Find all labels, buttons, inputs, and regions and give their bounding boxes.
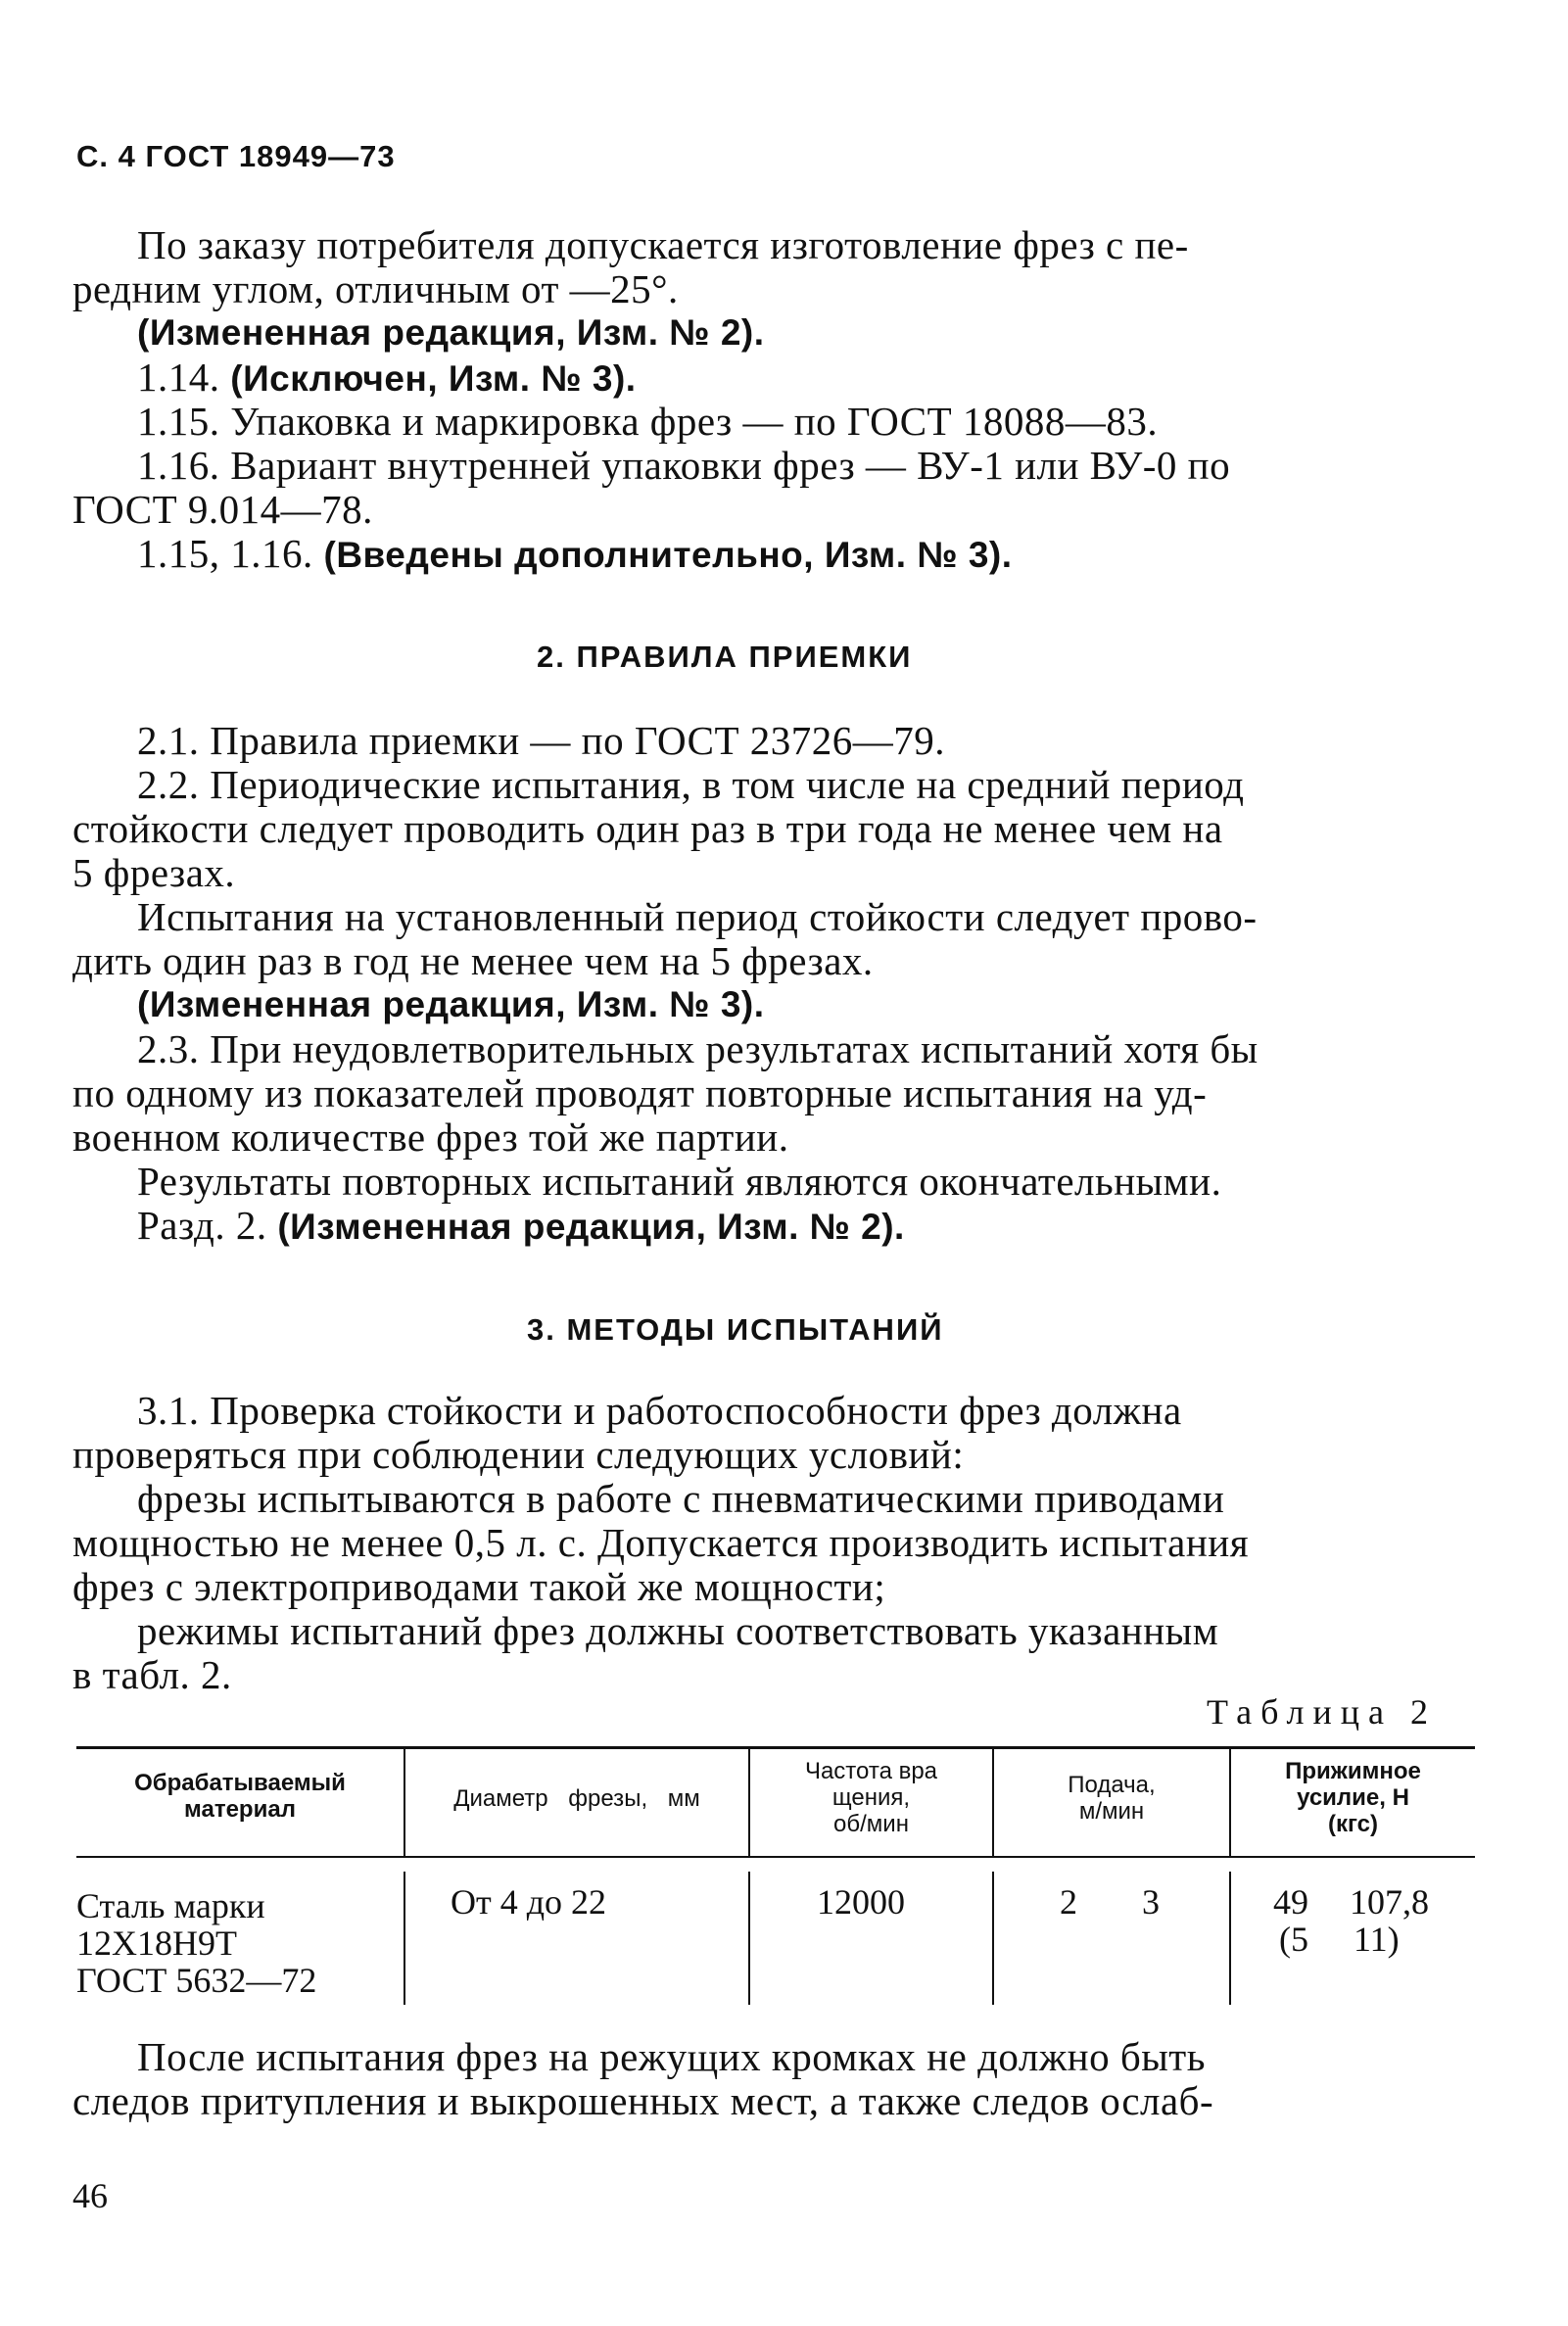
paragraph-line: мощностью не менее 0,5 л. с. Допускается производить испытания (72, 1520, 1250, 1565)
table-caption: Таблица 2 (1207, 1692, 1437, 1732)
paragraph-line: фрез с электроприводами такой же мощности; (72, 1564, 886, 1609)
amendment-note: (Измененная редакция, Изм. № 2). (137, 312, 765, 353)
paragraph-line: по одному из показателей проводят повторные испытания на уд- (72, 1070, 1208, 1116)
paragraph-line: проверяться при соблюдении следующих условий: (72, 1432, 965, 1477)
clause-1-16: 1.16. Вариант внутренней упаковки фрез — ВУ-1 или ВУ-0 по (137, 443, 1231, 488)
amendment-text: (Измененная редакция, Изм. № 2). (277, 1207, 905, 1247)
amendment-text: (Введены дополнительно, Изм. № 3). (323, 535, 1013, 575)
paragraph-line (137, 221, 1469, 268)
amendment-note: (Измененная редакция, Изм. № 3). (137, 984, 765, 1024)
clause-numbers: 1.15, 1.16. (137, 531, 313, 576)
section-ref: Разд. 2. (137, 1203, 267, 1248)
paragraph-line: 5 фрезах. (72, 850, 236, 895)
clause-2-3: 2.3. При неудовлетворительных результатах испытаний хотя бы (137, 1026, 1259, 1071)
paragraph-line: редним углом, отличным от —25°. (72, 266, 679, 311)
running-header: С. 4 ГОСТ 18949—73 (76, 139, 396, 173)
paragraph-line: Результаты повторных испытаний являются окончательными. (137, 1159, 1222, 1204)
paragraph-line: фрезы испытываются в работе с пневматическими приводами (137, 1476, 1225, 1521)
amendment-note (137, 530, 1013, 579)
clause-1-14 (137, 354, 637, 403)
paragraph-line: После испытания фрез на режущих кромках не должно быть (137, 2034, 1206, 2079)
table-cell-diameter: От 4 до 22 (451, 1882, 607, 1922)
paragraph-line: дить один раз в год не менее чем на 5 фрезах. (72, 938, 874, 983)
clause-1-15: 1.15. Упаковка и маркировка фрез — по ГОСТ 18088—83. (137, 399, 1159, 444)
table-cell-feed-to: 3 (1142, 1882, 1160, 1922)
table-header-rule (76, 1856, 1475, 1858)
table-column-divider (992, 1872, 994, 2005)
amendment-note (137, 1202, 905, 1251)
table-header-force: Прижимное усилие, Н (кгс) (1285, 1758, 1421, 1837)
table-header-diameter: Диаметр фрезы, мм (453, 1785, 700, 1812)
table-column-divider (404, 1872, 405, 2005)
table-cell-speed: 12000 (817, 1882, 905, 1922)
table-cell-material: Сталь марки 12Х18Н9Т ГОСТ 5632—72 (76, 1886, 317, 2000)
clause-2-1: 2.1. Правила приемки — по ГОСТ 23726—79. (137, 718, 946, 763)
table-cell-force-n-from: 49 (1273, 1882, 1308, 1922)
paragraph-line: следов притупления и выкрошенных мест, а также следов ослаб- (72, 2078, 1214, 2123)
section-title: 3. МЕТОДЫ ИСПЫТАНИЙ (527, 1312, 944, 1347)
clause-2-2: 2.2. Периодические испытания, в том числе на средний период (137, 762, 1245, 807)
table-cell-feed-from: 2 (1060, 1882, 1077, 1922)
clause-3-1: 3.1. Проверка стойкости и работоспособности фрез должна (137, 1388, 1182, 1433)
table-cell-force-kgf-to: 11) (1354, 1920, 1400, 1959)
table-top-rule (76, 1746, 1475, 1749)
clause-number: 1.14. (137, 355, 220, 400)
table-header-feed: Подача, м/мин (1068, 1772, 1156, 1825)
section-title: 2. ПРАВИЛА ПРИЕМКИ (537, 640, 913, 674)
table-column-divider (748, 1872, 750, 2005)
table-2 (76, 1746, 1475, 2032)
table-header-material: Обрабатываемый материал (134, 1770, 346, 1823)
paragraph-line: режимы испытаний фрез должны соответствовать указанным (137, 1608, 1219, 1653)
paragraph-line: в табл. 2. (72, 1652, 232, 1697)
paragraph-line: ГОСТ 9.014—78. (72, 487, 373, 532)
page-number: 46 (72, 2176, 108, 2215)
table-column-divider (1229, 1872, 1231, 2005)
paragraph-line: Испытания на установленный период стойкости следует прово- (137, 894, 1258, 939)
table-cell-force-n-to: 107,8 (1350, 1882, 1429, 1922)
text: По заказу потребителя допускается изготовление фрез с пе- (137, 222, 1189, 267)
paragraph-line: военном количестве фрез той же партии. (72, 1115, 789, 1160)
paragraph-line: стойкости следует проводить один раз в три года не менее чем на (72, 806, 1223, 851)
table-cell-force-kgf-from: (5 (1279, 1920, 1308, 1959)
table-header-speed: Частота вра щения, об/мин (804, 1758, 938, 1837)
clause-text: (Исключен, Изм. № 3). (230, 358, 637, 399)
